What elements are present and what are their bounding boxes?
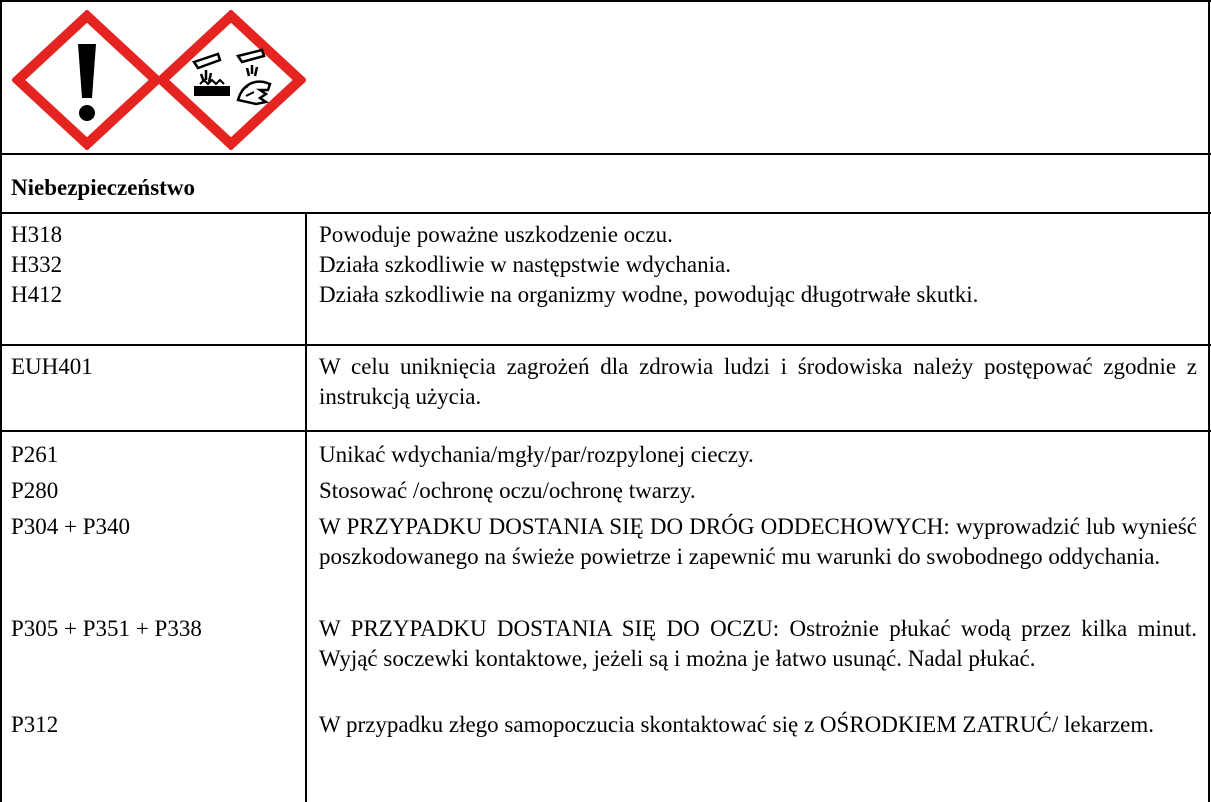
p-statement: W PRZYPADKU DOSTANIA SIĘ DO OCZU: Ostrożnie płukać wodą przez kilka minut. Wyjąć soczewki kontaktowe, jeżeli są i można je łatwo usunąć. Nadal płukać. [319, 616, 1197, 671]
pictogram-row [12, 10, 306, 150]
hazard-statement: Powoduje poważne uszkodzenie oczu. [319, 222, 673, 247]
border-top [0, 0, 1211, 2]
p-code: P312 [11, 712, 59, 737]
p-code: P304 + P340 [11, 514, 131, 539]
hazard-code: H412 [11, 282, 63, 307]
divider-pictogram [0, 153, 1211, 155]
border-right [1208, 0, 1210, 802]
corrosion-icon [156, 10, 306, 150]
hazard-statement: Działa szkodliwie na organizmy wodne, powodując długotrwałe skutki. [319, 282, 979, 307]
hazard-code: H318 [11, 222, 63, 247]
euh-code: EUH401 [11, 354, 93, 379]
exclamation-mark-icon [12, 10, 162, 150]
hazard-code: H332 [11, 252, 63, 277]
hazard-statement: Działa szkodliwie w następstwie wdychania. [319, 252, 731, 277]
euh-statement: W celu uniknięcia zagrożeń dla zdrowia ludzi i środowiska należy postępować zgodnie z instrukcją użycia. [319, 354, 1197, 409]
hazard-statements [319, 220, 1197, 310]
p-statement: W PRZYPADKU DOSTANIA SIĘ DO DRÓG ODDECHOWYCH: wyprowadzić lub wynieść poszkodowanego na świeże powietrze i zapewnić mu warunki do swobodnego oddychania. [319, 514, 1197, 569]
divider-signal [0, 212, 1211, 214]
p-code: P305 + P351 + P338 [11, 616, 202, 641]
p-statement: W przypadku złego samopoczucia skontaktować się z OŚRODKIEM ZATRUĆ/ lekarzem. [319, 712, 1155, 737]
divider-hazard [0, 344, 1211, 346]
column-divider [305, 212, 307, 802]
border-left [0, 0, 2, 802]
p-statement: Unikać wdychania/mgły/par/rozpylonej cieczy. [319, 442, 754, 467]
divider-euh [0, 430, 1211, 432]
hazard-codes [11, 220, 62, 310]
signal-word: Niebezpieczeństwo [11, 175, 195, 200]
p-code: P261 [11, 442, 59, 467]
p-code: P280 [11, 478, 59, 503]
p-statement: Stosować /ochronę oczu/ochronę twarzy. [319, 478, 696, 503]
